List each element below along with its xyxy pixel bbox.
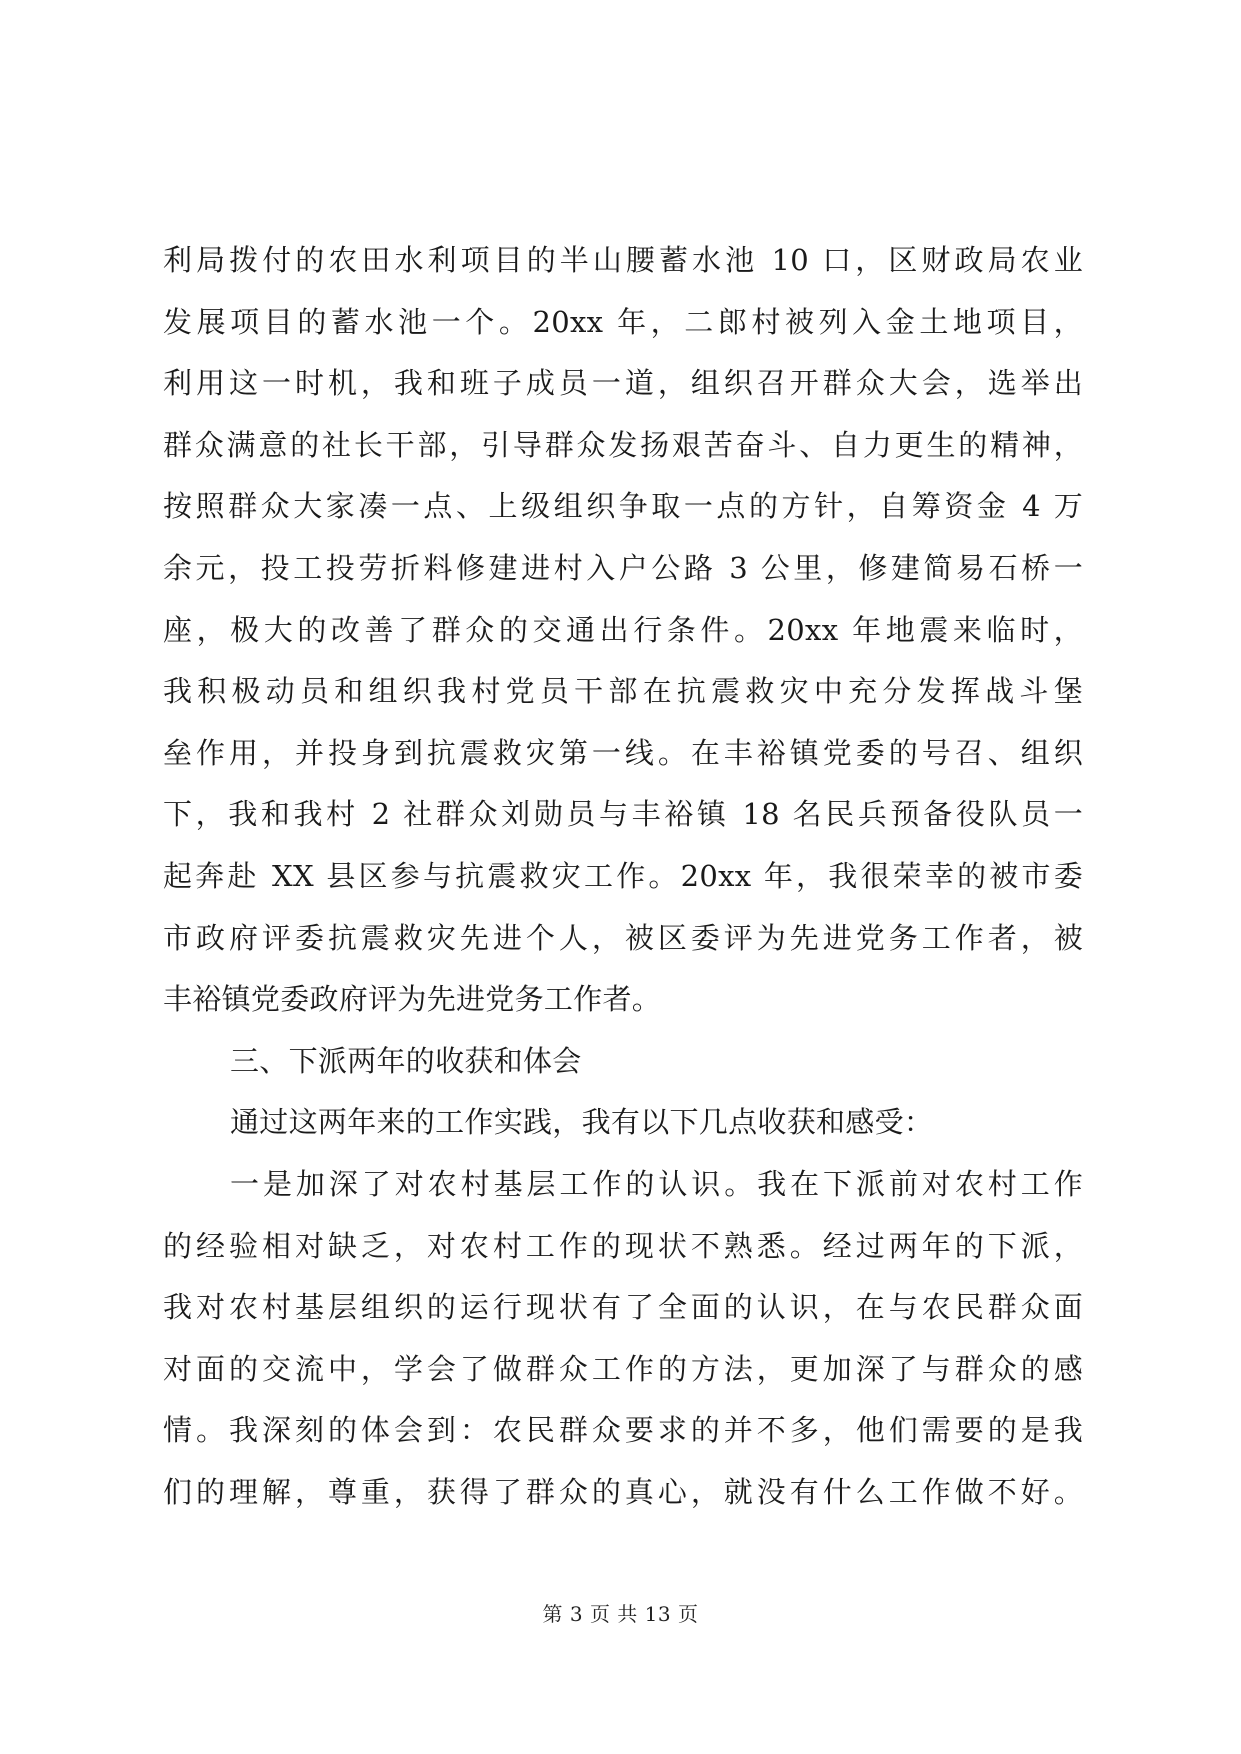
- text-line: 按照群众大家凑一点、上级组织争取一点的方针，自筹资金 4 万: [163, 489, 1083, 524]
- text-line: 们的理解，尊重，获得了群众的真心，就没有什么工作做不好。: [163, 1474, 1083, 1509]
- text-line: 一是加深了对农村基层工作的认识。我在下派前对农村工作: [230, 1166, 1083, 1201]
- text-line: 我积极动员和组织我村党员干部在抗震救灾中充分发挥战斗堡: [163, 674, 1083, 709]
- text-line: 起奔赴 XX 县区参与抗震救灾工作。20xx 年，我很荣幸的被市委: [163, 858, 1083, 893]
- text-line: 情。我深刻的体会到：农民群众要求的并不多，他们需要的是我: [163, 1413, 1083, 1448]
- text-line: 市政府评委抗震救灾先进个人，被区委评为先进党务工作者，被: [163, 920, 1083, 955]
- text-line: 利局拨付的农田水利项目的半山腰蓄水池 10 口，区财政局农业: [163, 243, 1083, 277]
- text-line: 垒作用，并投身到抗震救灾第一线。在丰裕镇党委的号召、组织: [163, 735, 1083, 770]
- text-line: 利用这一时机，我和班子成员一道，组织召开群众大会，选举出: [163, 366, 1083, 401]
- text-line: 对面的交流中，学会了做群众工作的方法，更加深了与群众的感: [163, 1351, 1083, 1386]
- paragraph-intro: 通过这两年来的工作实践，我有以下几点收获和感受：: [230, 1105, 934, 1140]
- text-line: 余元，投工投劳折料修建进村入户公路 3 公里，修建简易石桥一: [163, 550, 1083, 585]
- page-footer: 第 3 页 共 13 页: [542, 1602, 699, 1626]
- text-line: 我对农村基层组织的运行现状有了全面的认识，在与农民群众面: [163, 1290, 1083, 1325]
- text-line: 座，极大的改善了群众的交通出行条件。20xx 年地震来临时，: [163, 612, 1083, 647]
- text-line: 丰裕镇党委政府评为先进党务工作者。: [163, 982, 662, 1017]
- section-heading: 三、下派两年的收获和体会: [230, 1043, 582, 1078]
- text-line: 的经验相对缺乏，对农村工作的现状不熟悉。经过两年的下派，: [163, 1228, 1083, 1263]
- text-line: 发展项目的蓄水池一个。20xx 年，二郎村被列入金土地项目，: [163, 304, 1083, 339]
- body-text: [163, 230, 1083, 1523]
- text-line: 群众满意的社长干部，引导群众发扬艰苦奋斗、自力更生的精神，: [163, 427, 1083, 462]
- text-line: 下，我和我村 2 社群众刘勋员与丰裕镇 18 名民兵预备役队员一: [163, 797, 1083, 832]
